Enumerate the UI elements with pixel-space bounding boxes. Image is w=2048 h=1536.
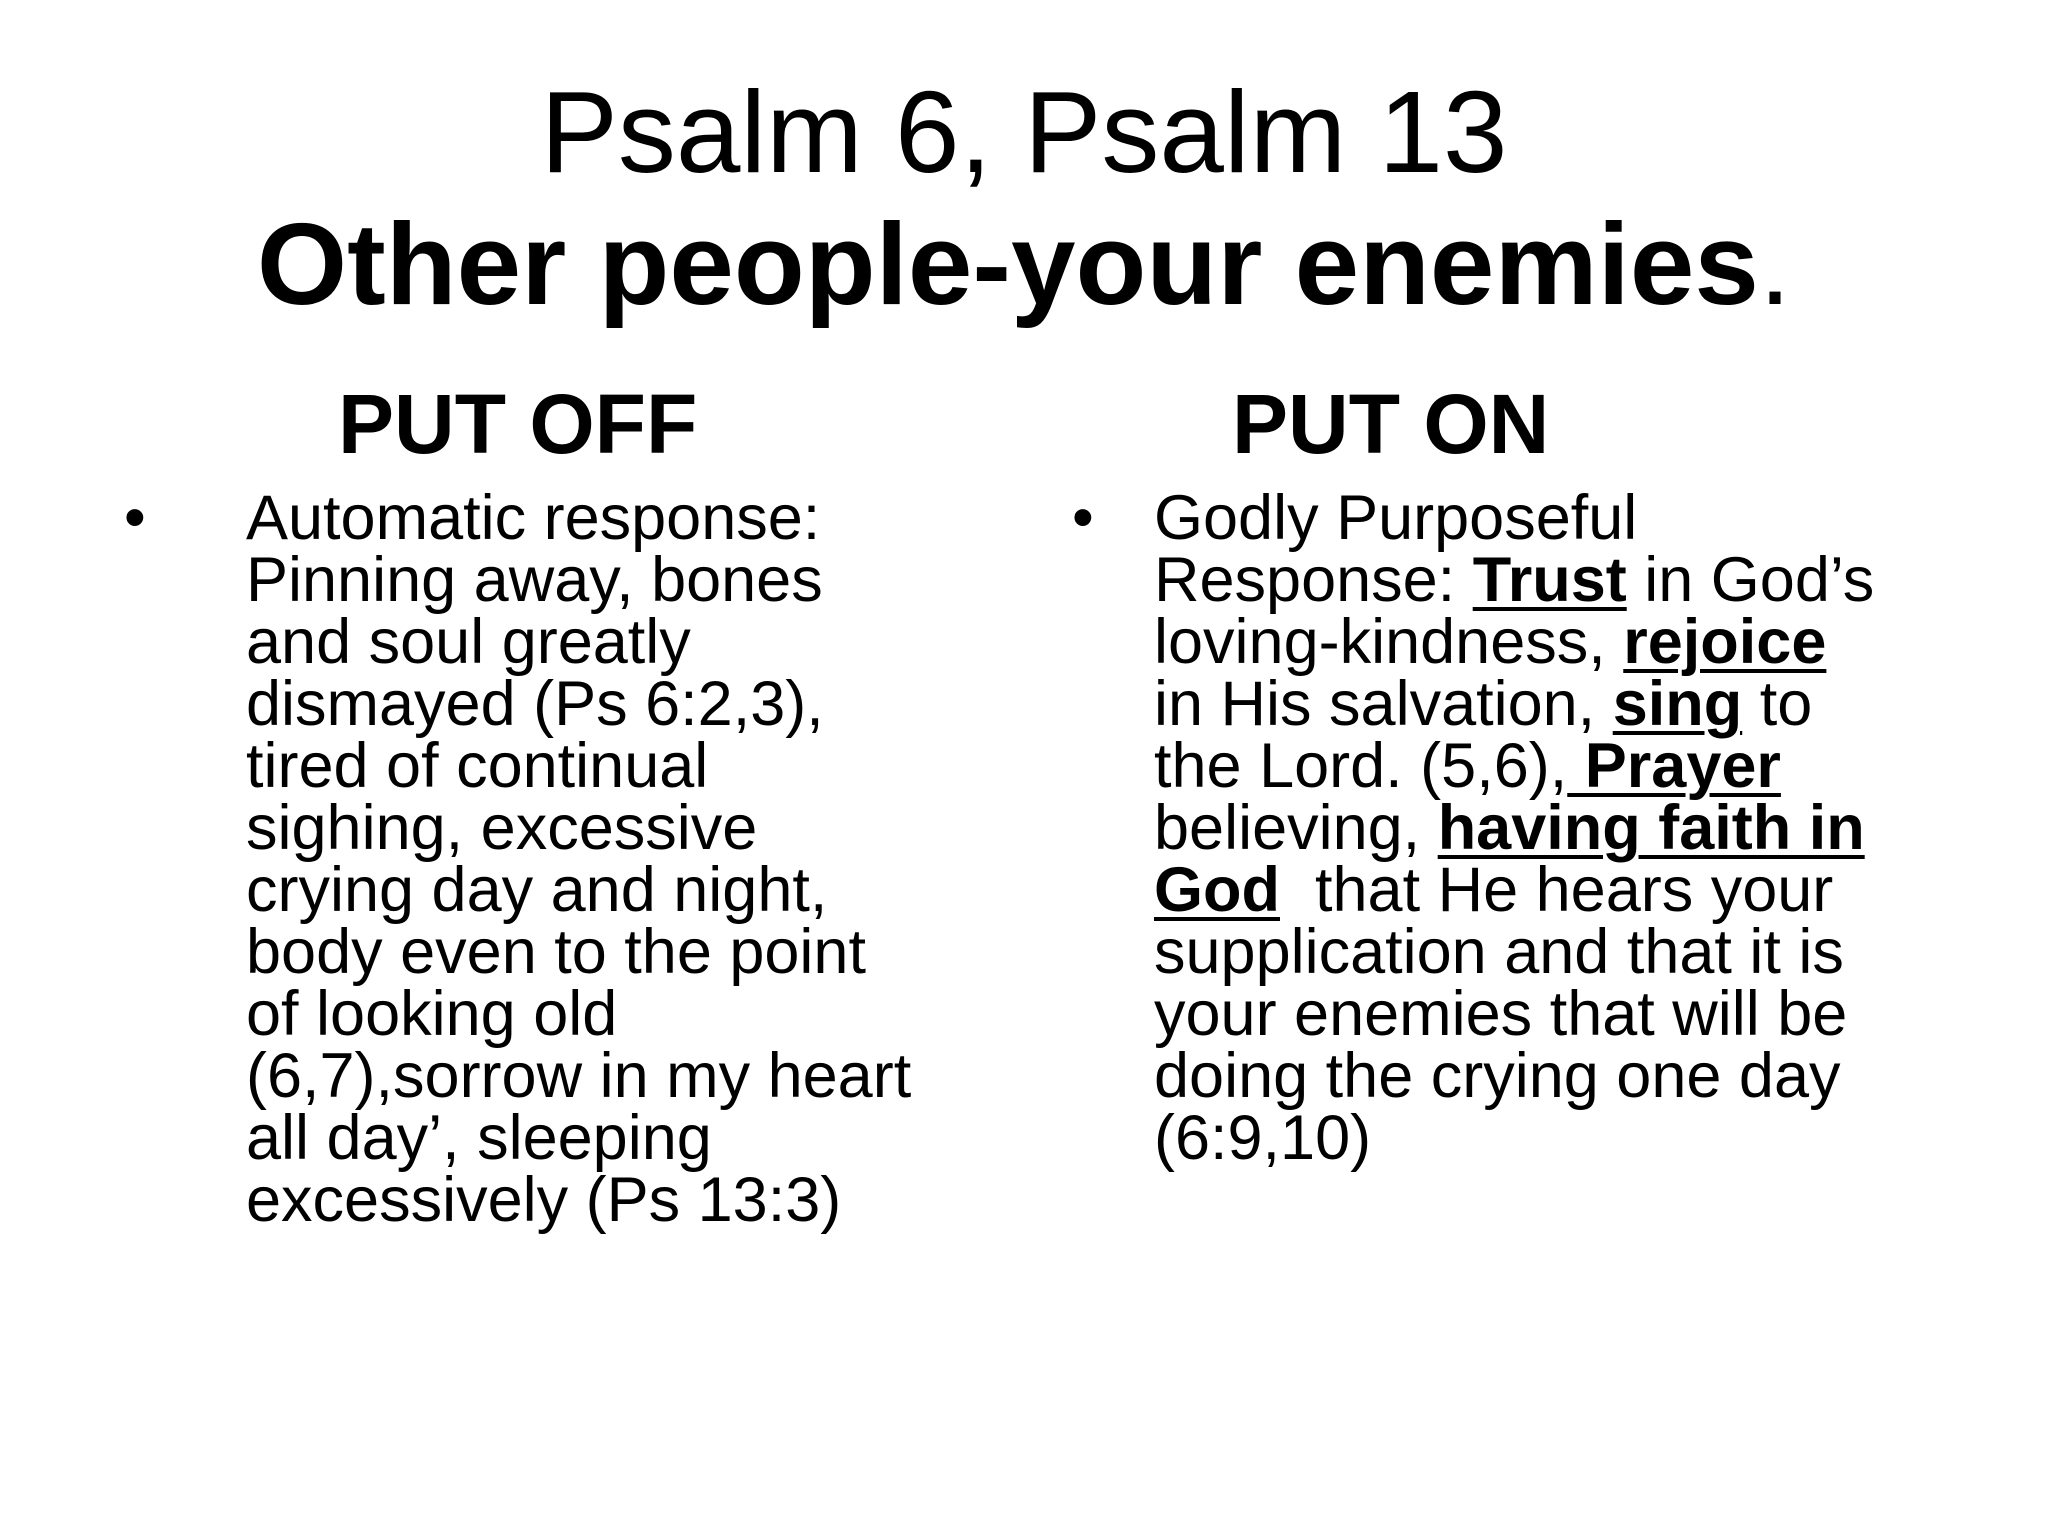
put-on-text-run: loving-kindness, [1154, 607, 1624, 677]
put-off-line: dismayed (Ps 6:2,3), [246, 669, 824, 739]
put-off-line: all day’, sleeping [246, 1103, 712, 1173]
put-on-text-run: doing the crying one day [1154, 1041, 1841, 1111]
put-on-line [1154, 731, 2004, 801]
put-on-line [1154, 607, 2004, 677]
put-on-text-run: (6:9,10) [1154, 1103, 1372, 1173]
put-off-line: Pinning away, bones [246, 545, 823, 615]
put-off-line: (6,7),sorrow in my heart [246, 1041, 912, 1111]
slide-title: Psalm 6, Psalm 13 [540, 67, 1508, 197]
put-on-line [1154, 545, 2004, 615]
put-on-text-run: believing, [1154, 793, 1438, 863]
put-on-line [1154, 1103, 2004, 1173]
emphasis-sing: sing [1612, 669, 1743, 739]
put-on-text-run: Godly Purposeful [1154, 483, 1638, 553]
put-on-line [1154, 979, 2004, 1049]
put-off-line: excessively (Ps 13:3) [246, 1165, 842, 1235]
put-off-line: body even to the point [246, 917, 866, 987]
emphasis-rejoice: rejoice [1623, 607, 1827, 677]
subtitle-period: . [1758, 199, 1792, 329]
put-on-line [1154, 793, 2004, 863]
put-on-text-run: the Lord. (5,6), [1154, 731, 1568, 801]
put-off-line: and soul greatly [246, 607, 691, 677]
emphasis-trust: Trust [1472, 545, 1627, 615]
put-off-line: tired of continual [246, 731, 709, 801]
put-on-line [1154, 483, 2004, 553]
put-on-text-run: in His salvation, [1154, 669, 1613, 739]
put-on-line [1154, 1041, 2004, 1111]
put-on-line [1154, 855, 2004, 925]
put-off-line: of looking old [246, 979, 618, 1049]
emphasis-god: God [1154, 855, 1280, 925]
emphasis-prayer: Prayer [1567, 731, 1781, 801]
subtitle-bold-text: Other people-your enemies [256, 199, 1759, 329]
put-on-text [1154, 483, 2004, 1173]
put-off-line: Automatic response: [246, 483, 821, 553]
put-off-line: crying day and night, [246, 855, 828, 925]
put-off-bullet: • [124, 483, 146, 552]
put-on-bullet: • [1072, 483, 1094, 552]
put-on-text-run: supplication and that it is [1154, 917, 1844, 987]
put-on-line [1154, 917, 2004, 987]
put-on-heading: PUT ON [1232, 377, 1550, 471]
emphasis-having-faith: having faith in [1437, 793, 1865, 863]
put-on-line [1154, 669, 2004, 739]
put-on-text-run: to [1742, 669, 1813, 739]
put-on-text-run: in God’s [1626, 545, 1875, 615]
put-on-text-run: your enemies that will be [1154, 979, 1848, 1049]
put-on-text-run: Response: [1154, 545, 1473, 615]
put-off-heading: PUT OFF [338, 377, 698, 471]
put-on-text-run: that He hears your [1279, 855, 1834, 925]
put-off-text [246, 483, 1006, 1235]
slide-subtitle [0, 196, 2048, 332]
put-off-line: sighing, excessive [246, 793, 758, 863]
